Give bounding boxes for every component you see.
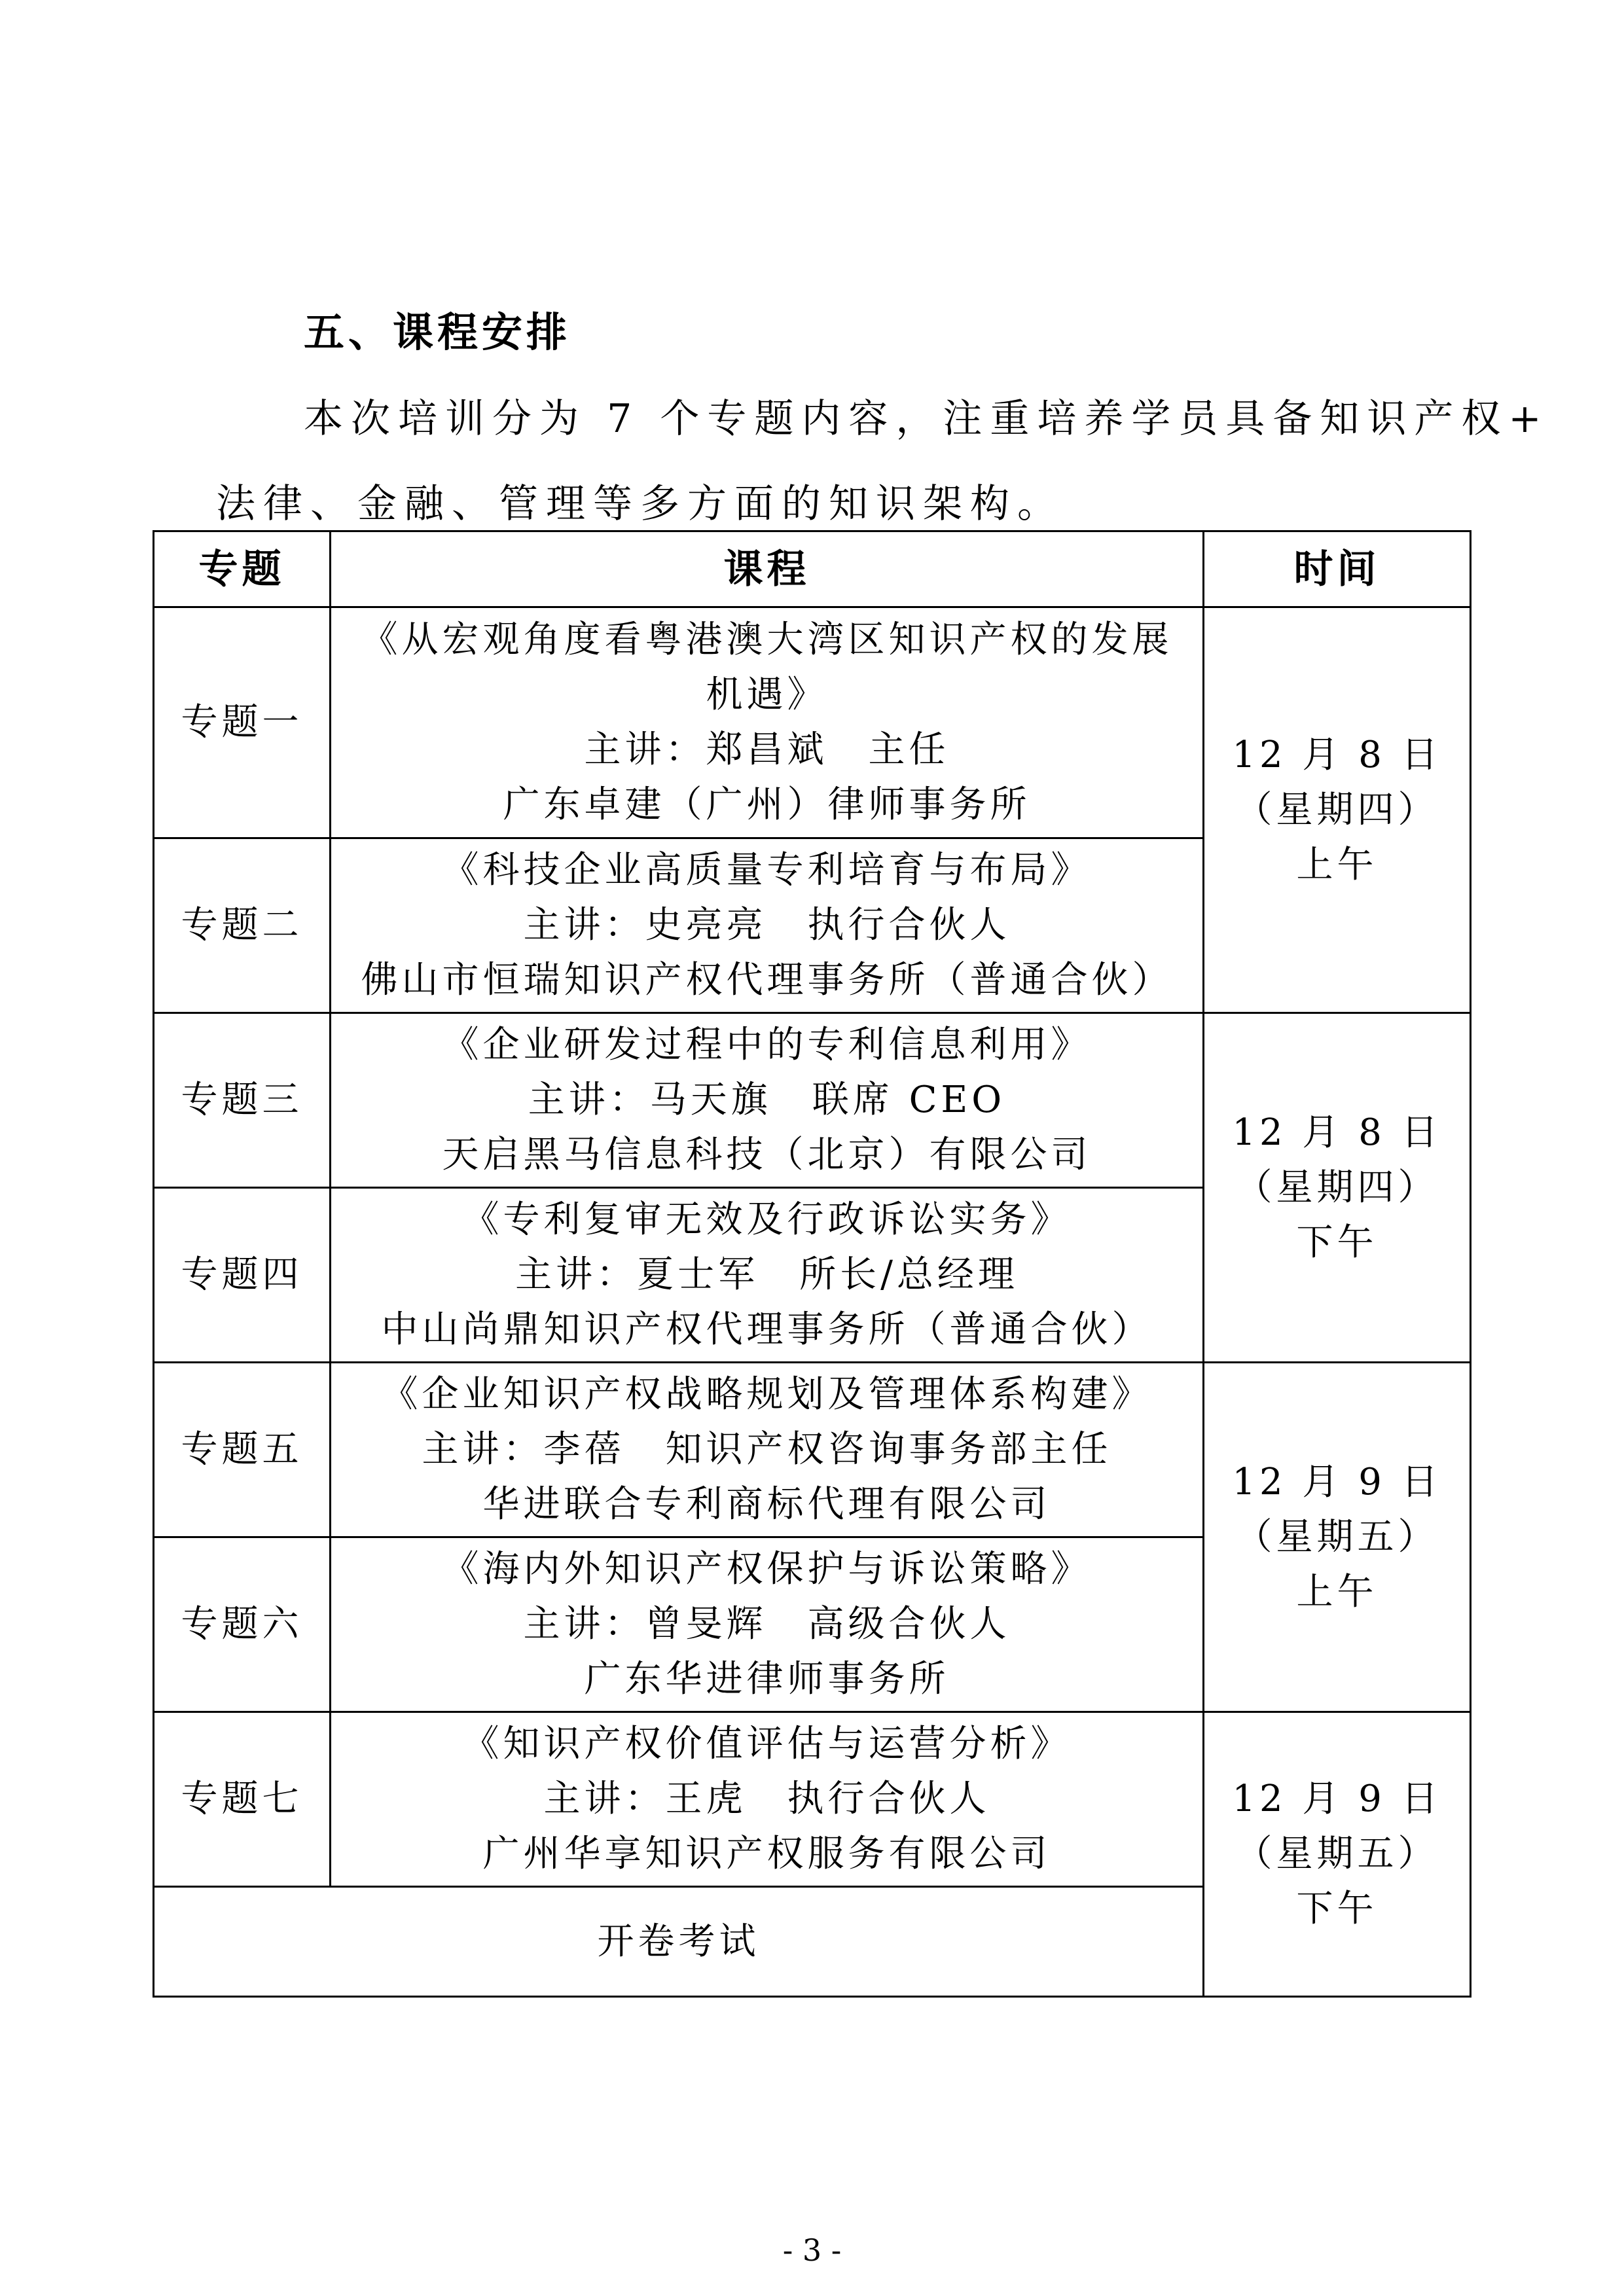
course-speaker: 主讲：郑昌斌 主任 <box>584 728 950 771</box>
course-speaker: 主讲：史亮亮 执行合伙人 <box>523 904 1011 946</box>
section-heading: 五、课程安排 <box>304 308 571 356</box>
topic-name: 专题四 <box>154 1188 331 1363</box>
course-speaker: 主讲：李蓓 知识产权咨询事务部主任 <box>422 1428 1112 1471</box>
course-organization: 天启黑马信息科技（北京）有限公司 <box>442 1134 1092 1176</box>
table-row <box>154 1013 1471 1188</box>
time-date: 12 月 9 日 <box>1232 1460 1442 1503</box>
course-title: 《专利复审无效及行政诉讼实务》 <box>462 1198 1072 1241</box>
course-organization: 佛山市恒瑞知识产权代理事务所（普通合伙） <box>361 959 1173 1001</box>
intro-line-1: 本次培训分为 7 个专题内容，注重培养学员具备知识产权+ <box>304 396 1549 442</box>
course-cell <box>331 1363 1204 1537</box>
course-organization: 广东卓建（广州）律师事务所 <box>503 783 1031 826</box>
time-period: 下午 <box>1296 1888 1378 1930</box>
table-row <box>154 607 1471 838</box>
course-speaker: 主讲：王虎 执行合伙人 <box>543 1778 990 1820</box>
intro-line-2: 法律、金融、管理等多方面的知识架构。 <box>216 481 1064 527</box>
course-title: 《科技企业高质量专利培育与布局》 <box>442 849 1092 891</box>
topic-name: 专题七 <box>154 1712 331 1887</box>
course-speaker: 主讲：夏士军 所长/总经理 <box>515 1253 1019 1296</box>
time-date: 12 月 8 日 <box>1232 1111 1442 1154</box>
course-cell <box>331 1712 1204 1887</box>
table-row <box>154 1363 1471 1537</box>
course-title: 《企业研发过程中的专利信息利用》 <box>442 1024 1092 1066</box>
header-topic: 专题 <box>154 531 331 607</box>
course-cell <box>331 1188 1204 1363</box>
course-speaker: 主讲：曾旻辉 高级合伙人 <box>523 1603 1011 1645</box>
topic-name: 专题一 <box>154 607 331 838</box>
course-cell <box>331 838 1204 1013</box>
topic-name: 专题三 <box>154 1013 331 1188</box>
time-date: 12 月 8 日 <box>1232 733 1442 776</box>
time-cell <box>1204 1712 1471 1997</box>
course-organization: 中山尚鼎知识产权代理事务所（普通合伙） <box>381 1308 1153 1351</box>
page-number: - 3 - <box>782 2233 842 2268</box>
topic-name: 专题二 <box>154 838 331 1013</box>
header-time: 时间 <box>1204 531 1471 607</box>
course-title: 《知识产权价值评估与运营分析》 <box>462 1723 1072 1765</box>
time-period: 上午 <box>1296 843 1378 886</box>
time-date: 12 月 9 日 <box>1232 1778 1442 1820</box>
course-title: 《从宏观角度看粤港澳大湾区知识产权的发展机遇》 <box>361 619 1173 716</box>
time-weekday: （星期五） <box>1235 1515 1439 1558</box>
course-organization: 华进联合专利商标代理有限公司 <box>482 1483 1051 1526</box>
time-cell <box>1204 1363 1471 1712</box>
exam-cell: 开卷考试 <box>154 1887 1204 1997</box>
topic-name: 专题五 <box>154 1363 331 1537</box>
time-weekday: （星期四） <box>1235 1166 1439 1209</box>
course-cell <box>331 607 1204 838</box>
time-period: 下午 <box>1296 1221 1378 1264</box>
course-title: 《企业知识产权战略规划及管理体系构建》 <box>381 1373 1153 1416</box>
course-cell <box>331 1537 1204 1712</box>
course-cell <box>331 1013 1204 1188</box>
course-schedule-table <box>153 530 1471 1998</box>
table-row <box>154 1712 1471 1887</box>
header-course: 课程 <box>331 531 1204 607</box>
time-weekday: （星期五） <box>1235 1833 1439 1875</box>
time-period: 上午 <box>1296 1570 1378 1613</box>
course-organization: 广州华享知识产权服务有限公司 <box>482 1833 1051 1875</box>
time-cell <box>1204 1013 1471 1363</box>
course-speaker: 主讲：马天旗 联席 CEO <box>528 1079 1006 1121</box>
time-weekday: （星期四） <box>1235 788 1439 831</box>
course-title: 《海内外知识产权保护与诉讼策略》 <box>442 1548 1092 1590</box>
time-cell <box>1204 607 1471 1013</box>
table-header-row <box>154 531 1471 607</box>
course-organization: 广东华进律师事务所 <box>584 1658 950 1700</box>
topic-name: 专题六 <box>154 1537 331 1712</box>
